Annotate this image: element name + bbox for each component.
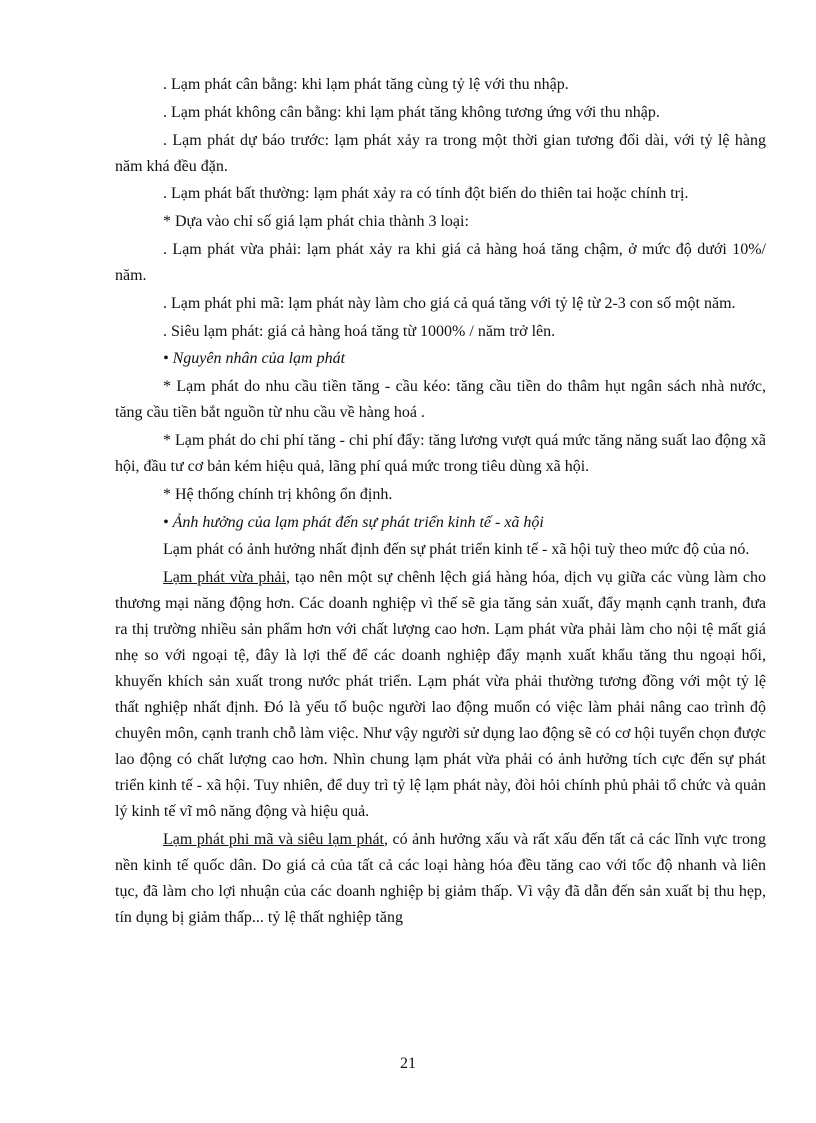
- paragraph-price-index-heading: * Dựa vào chỉ số giá lạm phát chia thành 3 loại:: [163, 213, 469, 231]
- paragraph-predicted-inflation: . Lạm phát dự báo trước: lạm phát xảy ra trong một thời gian tương đối dài, với tỷ lệ hàng năm khá đều đặn.: [115, 131, 766, 175]
- paragraph-balanced-inflation: . Lạm phát cân bằng: khi lạm phát tăng cùng tỷ lệ với thu nhập.: [163, 76, 569, 93]
- section-heading-effects: • Ảnh hưởng của lạm phát đến sự phát triển kinh tế - xã hội: [163, 513, 544, 531]
- paragraph-moderate-effects-text: , tạo nên một sự chênh lệch giá hàng hóa, dịch vụ giữa các vùng làm cho thương mại năng động hơn. Các doanh nghiệp vì thế sẽ gia tăng sản xuất, đẩy mạnh cạnh tranh, đưa ra thị trường nhiều sản phẩm hơn với chất lượng cao hơn. Lạm phát vừa phải làm cho nội tệ mất giá nhẹ so với ngoại tệ, đây là lợi thế để các doanh nghiệp đẩy mạnh xuất khẩu tăng thu ngoại hối, khuyến khích sản xuất trong nước phát triển. Lạm phát vừa phải thường tương đồng với một tỷ lệ thất nghiệp nhất định. Đó là yếu tố buộc người lao động muốn có việc làm phải nâng cao trình độ chuyên môn, cạnh tranh chỗ làm việc. Như vậy người sử dụng lao động sẽ có cơ hội tuyển chọn được lao động có chất lượng cao hơn. Nhìn chung lạm phát vừa phải có ảnh hưởng tích cực đến sự phát triển kinh tế - xã hội. Tuy nhiên, để duy trì tỷ lệ lạm phát này, đòi hỏi chính phủ phải tổ chức và quản lý kinh tế vĩ mô năng động và hiệu quả.: [115, 569, 767, 821]
- page-number: 21: [400, 1055, 416, 1072]
- paragraph-unbalanced-inflation: . Lạm phát không cân bằng: khi lạm phát tăng không tương ứng với thu nhập.: [163, 103, 660, 121]
- paragraph-demand-pull: * Lạm phát do nhu cầu tiền tăng - cầu kéo: tăng cầu tiền do thâm hụt ngân sách nhà nước, tăng cầu tiền bắt nguồn từ nhu cầu về hàng hoá .: [115, 378, 766, 422]
- paragraph-moderate-effects: [115, 565, 766, 825]
- document-body: [115, 72, 766, 931]
- paragraph-galloping-effects-text: , có ảnh hưởng xấu và rất xấu đến tất cả các lĩnh vực trong nền kinh tế quốc dân. Do giá cả của tất cả các loại hàng hóa đều tăng cao với tốc độ nhanh và liên tục, đã làm cho lợi nhuận của các doanh nghiệp bị giảm thấp. Vì vậy đã dẫn đến sản xuất bị thu hẹp, tín dụng bị giảm thấp... tỷ lệ thất nghiệp tăng: [115, 830, 766, 926]
- term-moderate-inflation: Lạm phát vừa phải: [163, 569, 286, 587]
- paragraph-effects-intro: Lạm phát có ảnh hưởng nhất định đến sự phát triển kinh tế - xã hội tuỳ theo mức độ của nó.: [163, 541, 750, 559]
- section-heading-causes: • Nguyên nhân của lạm phát: [163, 350, 346, 368]
- paragraph-galloping-effects: [115, 827, 766, 931]
- term-galloping-hyperinflation: Lạm phát phi mã và siêu lạm phát: [163, 830, 384, 848]
- paragraph-irregular-inflation: . Lạm phát bất thường: lạm phát xảy ra có tính đột biến do thiên tai hoặc chính trị.: [163, 185, 689, 203]
- paragraph-cost-push: * Lạm phát do chi phí tăng - chi phí đẩy: tăng lương vượt quá mức tăng năng suất lao động xã hội, đầu tư cơ bản kém hiệu quả, lãng phí quá mức trong tiêu dùng xã hội.: [115, 431, 766, 475]
- paragraph-hyperinflation: . Siêu lạm phát: giá cả hàng hoá tăng từ 1000% / năm trở lên.: [163, 322, 556, 340]
- paragraph-galloping-inflation: . Lạm phát phi mã: lạm phát này làm cho giá cả quá tăng với tỷ lệ từ 2-3 con số một năm.: [163, 294, 736, 312]
- paragraph-moderate-inflation: . Lạm phát vừa phải: lạm phát xảy ra khi giá cả hàng hoá tăng chậm, ở mức độ dưới 10%/ năm.: [115, 240, 766, 284]
- paragraph-political-instability: * Hệ thống chính trị không ổn định.: [163, 485, 393, 503]
